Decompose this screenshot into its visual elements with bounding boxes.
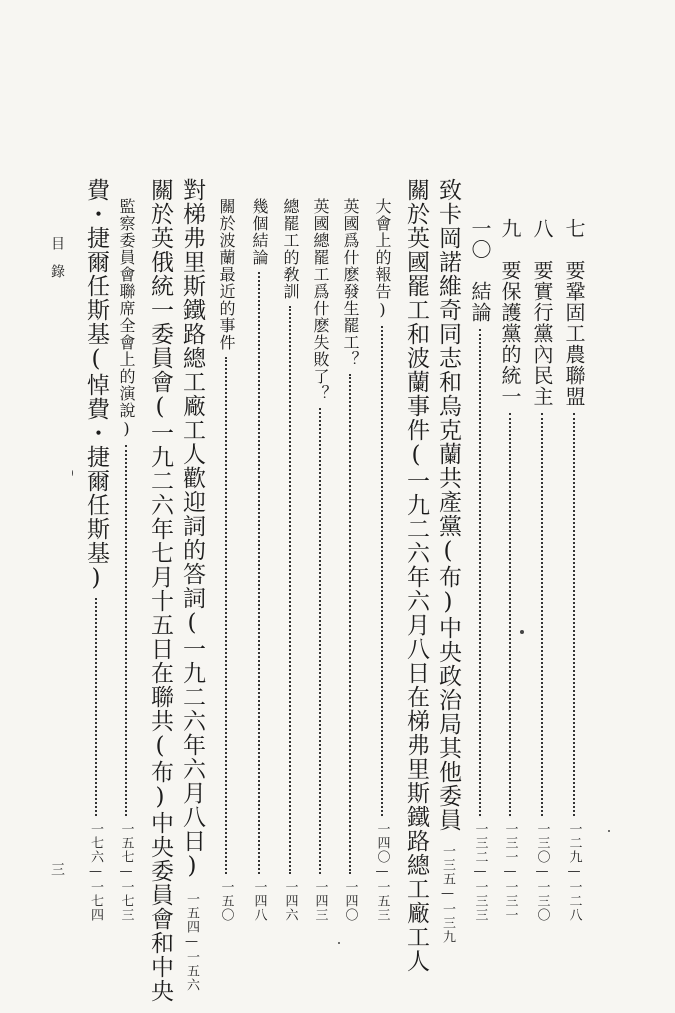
entry-title: 幾個結論 — [250, 198, 269, 266]
dot-leader — [381, 326, 383, 816]
entry-title: 英國總罷工爲什麽失敗了？ — [311, 198, 330, 402]
toc-entry — [532, 218, 552, 922]
toc-entry — [218, 198, 234, 922]
dot-leader — [225, 357, 227, 874]
toc-entry — [500, 218, 520, 922]
scan-speck — [338, 942, 340, 944]
entry-title: 關於英國罷工和波蘭事件(一九二六年六月八日在梯弗里斯鐵路總工廠工人 — [403, 178, 429, 973]
entry-pages: 一四八 — [251, 880, 267, 922]
entry-pages: 一三一—一三一 — [502, 822, 518, 922]
dot-leader — [509, 413, 511, 816]
entry-title: 英國爲什麽發生罷工？ — [341, 198, 360, 368]
entry-pages: 一三二—一三三 — [472, 822, 488, 922]
dot-leader — [319, 408, 321, 874]
scan-speck — [72, 470, 73, 476]
entry-title: 監察委員會聯席全會上的演說) — [117, 198, 136, 439]
toc-entry — [404, 178, 427, 973]
entry-title: 關於波蘭最近的事件 — [217, 198, 236, 351]
toc-entry — [282, 198, 298, 922]
toc-entry — [312, 198, 328, 922]
dot-leader — [349, 374, 351, 874]
dot-leader — [289, 306, 291, 874]
entry-title: 八 要實行黨內民主 — [530, 218, 554, 407]
entry-pages: 一四〇 — [342, 880, 358, 922]
toc-entry — [84, 178, 107, 922]
dot-leader — [573, 413, 575, 816]
entry-pages: 一七六—一七四 — [88, 822, 103, 922]
dot-leader — [258, 272, 260, 874]
running-header-title: 目 錄 — [49, 236, 65, 278]
toc-entry — [470, 218, 490, 922]
entry-pages: 一三〇—一三〇 — [534, 822, 550, 922]
toc-entry — [148, 178, 171, 1003]
toc-entry — [342, 198, 358, 922]
entry-title: 大會上的報告) — [373, 198, 392, 320]
entry-pages: 一三五—一三九 — [440, 844, 455, 944]
entry-pages: 一四六 — [282, 880, 298, 922]
entry-title: 一〇 結論 — [468, 218, 492, 323]
entry-title: 九 要保護黨的統一 — [498, 218, 522, 407]
entry-pages: 一五〇 — [218, 880, 234, 922]
toc-entry — [251, 198, 267, 922]
entry-title: 費・捷爾任斯基(悼費・捷爾任斯基) — [83, 178, 109, 592]
toc-entry — [374, 198, 390, 922]
dot-leader — [479, 329, 481, 816]
entry-pages: 一四〇—一五三 — [374, 822, 390, 922]
entry-title: 七 要鞏固工農聯盟 — [562, 218, 586, 407]
entry-pages: 一四三 — [312, 880, 328, 922]
entry-title: 總罷工的敎訓 — [281, 198, 300, 300]
toc-entry — [179, 178, 205, 992]
toc-entry — [435, 178, 461, 944]
toc-entry — [564, 218, 584, 922]
entry-title: 關於英俄統一委員會(一九二六年七月十五日在聯共(布)中央委員會和中央 — [147, 178, 173, 1003]
dot-leader — [125, 445, 127, 816]
entry-title: 致卡岡諾維奇同志和烏克蘭共產黨(布)中央政治局其他委員 — [435, 178, 461, 832]
dot-leader — [95, 598, 97, 816]
entry-pages: 一五七—一七三 — [118, 822, 134, 922]
page-number: 三 — [49, 862, 65, 876]
scan-speck — [520, 630, 524, 634]
dot-leader — [541, 413, 543, 816]
scan-speck — [608, 830, 610, 832]
entry-title: 對梯弗里斯鐵路總工廠工人歡迎詞的答詞(一九二六年六月八日) — [179, 178, 205, 880]
toc-entry — [118, 198, 134, 922]
entry-pages: 一五四—一五六 — [184, 892, 199, 992]
entry-pages: 一二九—一二八 — [566, 822, 582, 922]
